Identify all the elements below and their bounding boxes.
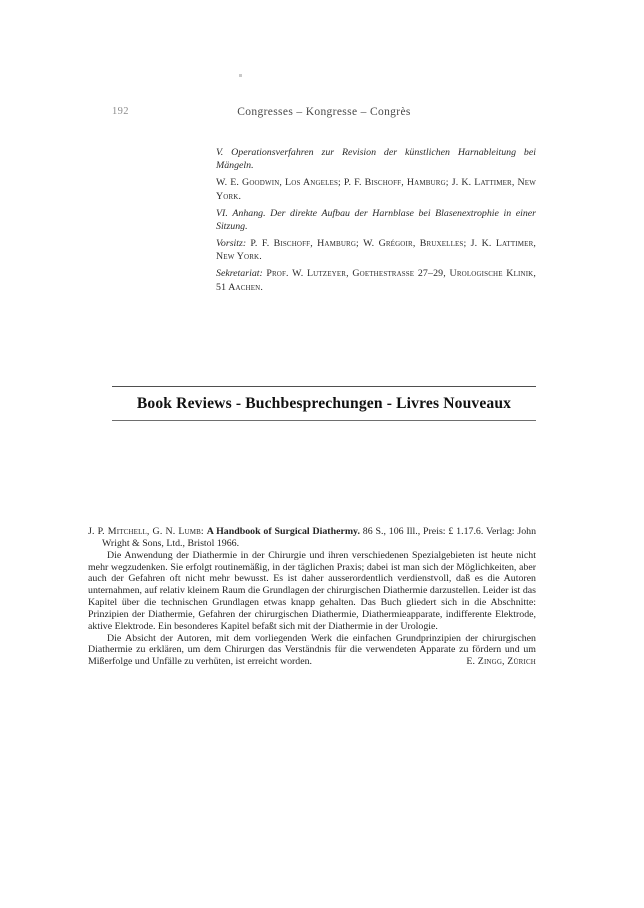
session-5-number: V. <box>216 147 224 158</box>
review-authors: J. P. Mitchell, G. N. Lumb: <box>88 526 204 537</box>
session-5-title-text: Operationsverfahren zur Revision der künstlichen Harnableitung bei Mängeln. <box>216 147 536 172</box>
secretariat-entry <box>216 267 536 294</box>
book-reviews-section-header <box>112 386 536 421</box>
rule-below-heading <box>112 420 536 421</box>
congress-session-list <box>216 146 536 298</box>
session-6-number: VI. <box>216 207 228 219</box>
session-item-6-chair <box>216 237 536 264</box>
review-physical-description: 86 S., 106 Ill., Preis: <box>362 526 446 537</box>
page-number: 192 <box>112 106 129 117</box>
reviewer-name: E. Zingg, Zürich <box>466 656 536 668</box>
session-6-title-text: Anhang. Der direkte Aufbau der Harnblase bei Blasenextrophie in einer Sitzung. <box>216 207 537 233</box>
page-artifact-speck <box>239 74 242 77</box>
secretariat-label: Sekretariat: <box>216 268 263 280</box>
review-paragraph-1: Die Anwendung der Diathermie in der Chirurgie und ihren verschiedenen Spezialgebieten ist heute nicht mehr wegzudenken. Sie erfolgt routinemäßig, in der täglichen Praxis; dabei ist man sich der Möglichkeiten, aber auch der Gefahren oft nicht mehr bewusst. Es ist daher ausserordentlich verdienstvoll, daß es die Autoren unternahmen, auf relativ kleinem Raum die Grundlagen der chirurgischen Diathermie darzustellen. Leider ist das Kapitel über die technischen Grundlagen etwas knapp gehalten. Das Buch gliedert sich in die Abschnitte: Prinzipien der Diathermie, Gefahren der chirurgischen Diathermie, Diathermieapparate, indifferente Elektrode, aktive Elektrode. Ein besonderes Kapitel befaßt sich mit der Diathermie in der Urologie. <box>88 549 536 632</box>
session-5-participants-text: W. E. Goodwin, Los Angeles; P. F. Bischoff, Hamburg; J. K. Lattimer, New York. <box>216 177 536 202</box>
chair-names: P. F. Bischoff, Hamburg; W. Grégoir, Bruxelles; J. K. Lattimer, New York. <box>216 237 537 263</box>
session-item-5-title <box>216 146 536 173</box>
review-book-title: A Handbook of Surgical Diathermy. <box>206 526 360 537</box>
session-item-5-participants <box>216 176 536 203</box>
chair-label: Vorsitz: <box>216 237 247 249</box>
session-item-6-title <box>216 207 536 234</box>
book-reviews-heading: Book Reviews - Buchbesprechungen - Livres Nouveaux <box>136 395 512 412</box>
review-paragraph-2 <box>88 633 536 669</box>
review-citation <box>88 526 536 550</box>
secretariat-address: Prof. W. Lutzeyer, Goethestraße 27–29, Urologische Klinik, 51 Aachen. <box>216 268 537 293</box>
running-head <box>0 106 644 122</box>
book-review-entry <box>88 526 536 668</box>
review-price-publisher: £ 1.17.6. Verlag: John Wright & Sons, Ltd., Bristol 1966. <box>102 526 537 549</box>
running-title: Congresses – Kongresse – Congrès <box>237 106 411 118</box>
review-paragraph-2-text: Die Absicht der Autoren, mit dem vorliegenden Werk die einfachen Grundprinzipien der chirurgischen Diathermie zu erklären, um dem Chirurgen das Verständnis für die verwendeten Apparate zu fördern und um Mißerfolge und Unfälle zu verhüten, ist erreicht worden. <box>88 632 536 668</box>
